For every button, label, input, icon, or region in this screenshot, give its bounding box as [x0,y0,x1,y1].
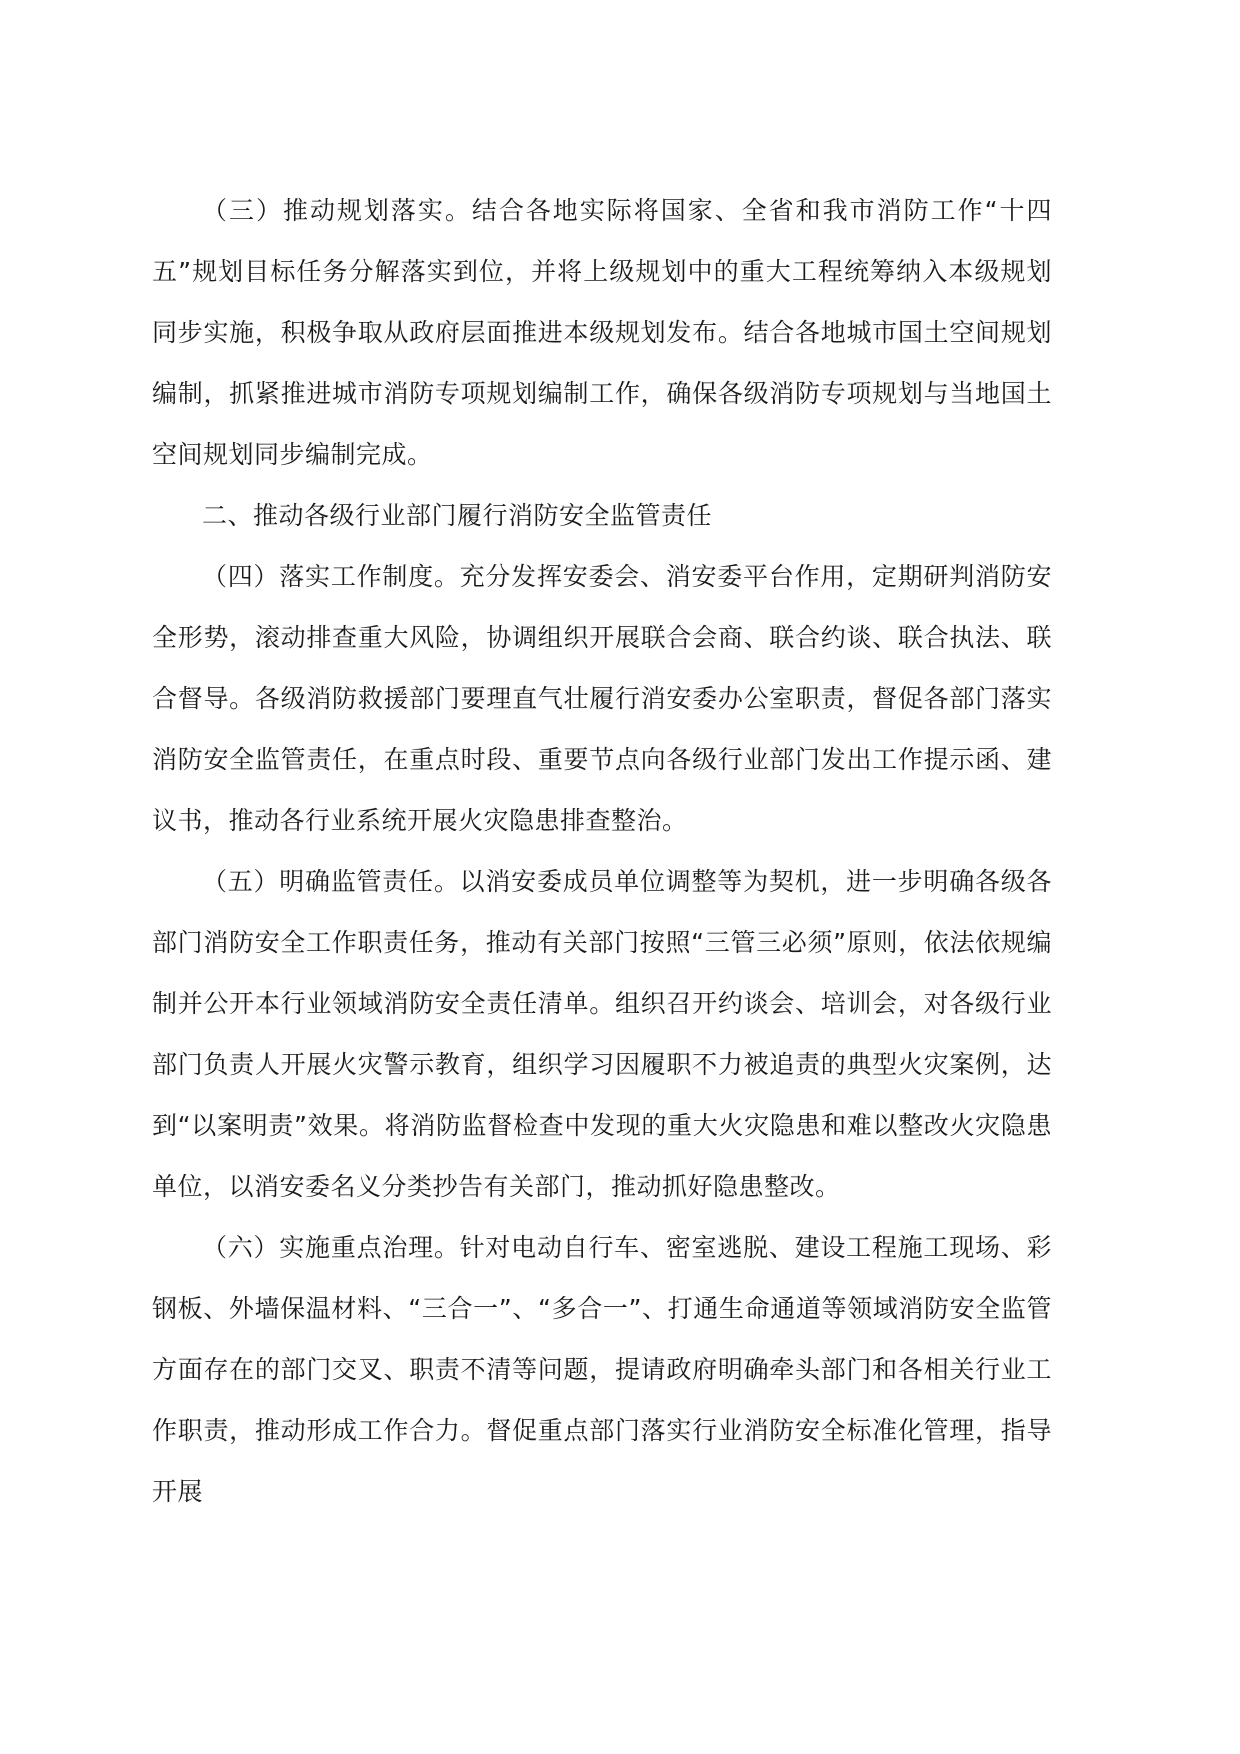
paragraph-work-system: （四）落实工作制度。充分发挥安委会、消安委平台作用，定期研判消防安全形势，滚动排查重大风险，协调组织开展联合会商、联合约谈、联合执法、联合督导。各级消防救援部门要理直气壮履行消安委办公室职责，督促各部门落实消防安全监管责任，在重点时段、重要节点向各级行业部门发出工作提示函、建议书，推动各行业系统开展火灾隐患排查整治。 [152,562,1052,835]
paragraph-supervision-duty: （五）明确监管责任。以消安委成员单位调整等为契机，进一步明确各级各部门消防安全工作职责任务，推动有关部门按照“三管三必须”原则，依法依规编制并公开本行业领域消防安全责任清单。组织召开约谈会、培训会，对各级行业部门负责人开展火灾警示教育，组织学习因履职不力被追责的典型火灾案例，达到“以案明责”效果。将消防监督检查中发现的重大火灾隐患和难以整改火灾隐患单位，以消安委名义分类抄告有关部门，推动抓好隐患整改。 [152,867,1052,1201]
paragraph-key-governance: （六）实施重点治理。针对电动自行车、密室逃脱、建设工程施工现场、彩钢板、外墙保温材料、“三合一”、“多合一”、打通生命通道等领域消防安全监管方面存在的部门交叉、职责不清等问题，提请政府明确牵头部门和各相关行业工作职责，推动形成工作合力。督促重点部门落实行业消防安全标准化管理，指导开展 [152,1233,1052,1506]
document-body [152,180,1052,1522]
paragraph-planning: （三）推动规划落实。结合各地实际将国家、全省和我市消防工作“十四五”规划目标任务分解落实到位，并将上级规划中的重大工程统筹纳入本级规划同步实施，积极争取从政府层面推进本级规划发布。结合各地城市国土空间规划编制，抓紧推进城市消防专项规划编制工作，确保各级消防专项规划与当地国土空间规划同步编制完成。 [152,196,1052,469]
section-heading: 二、推动各级行业部门履行消防安全监管责任 [202,501,713,530]
